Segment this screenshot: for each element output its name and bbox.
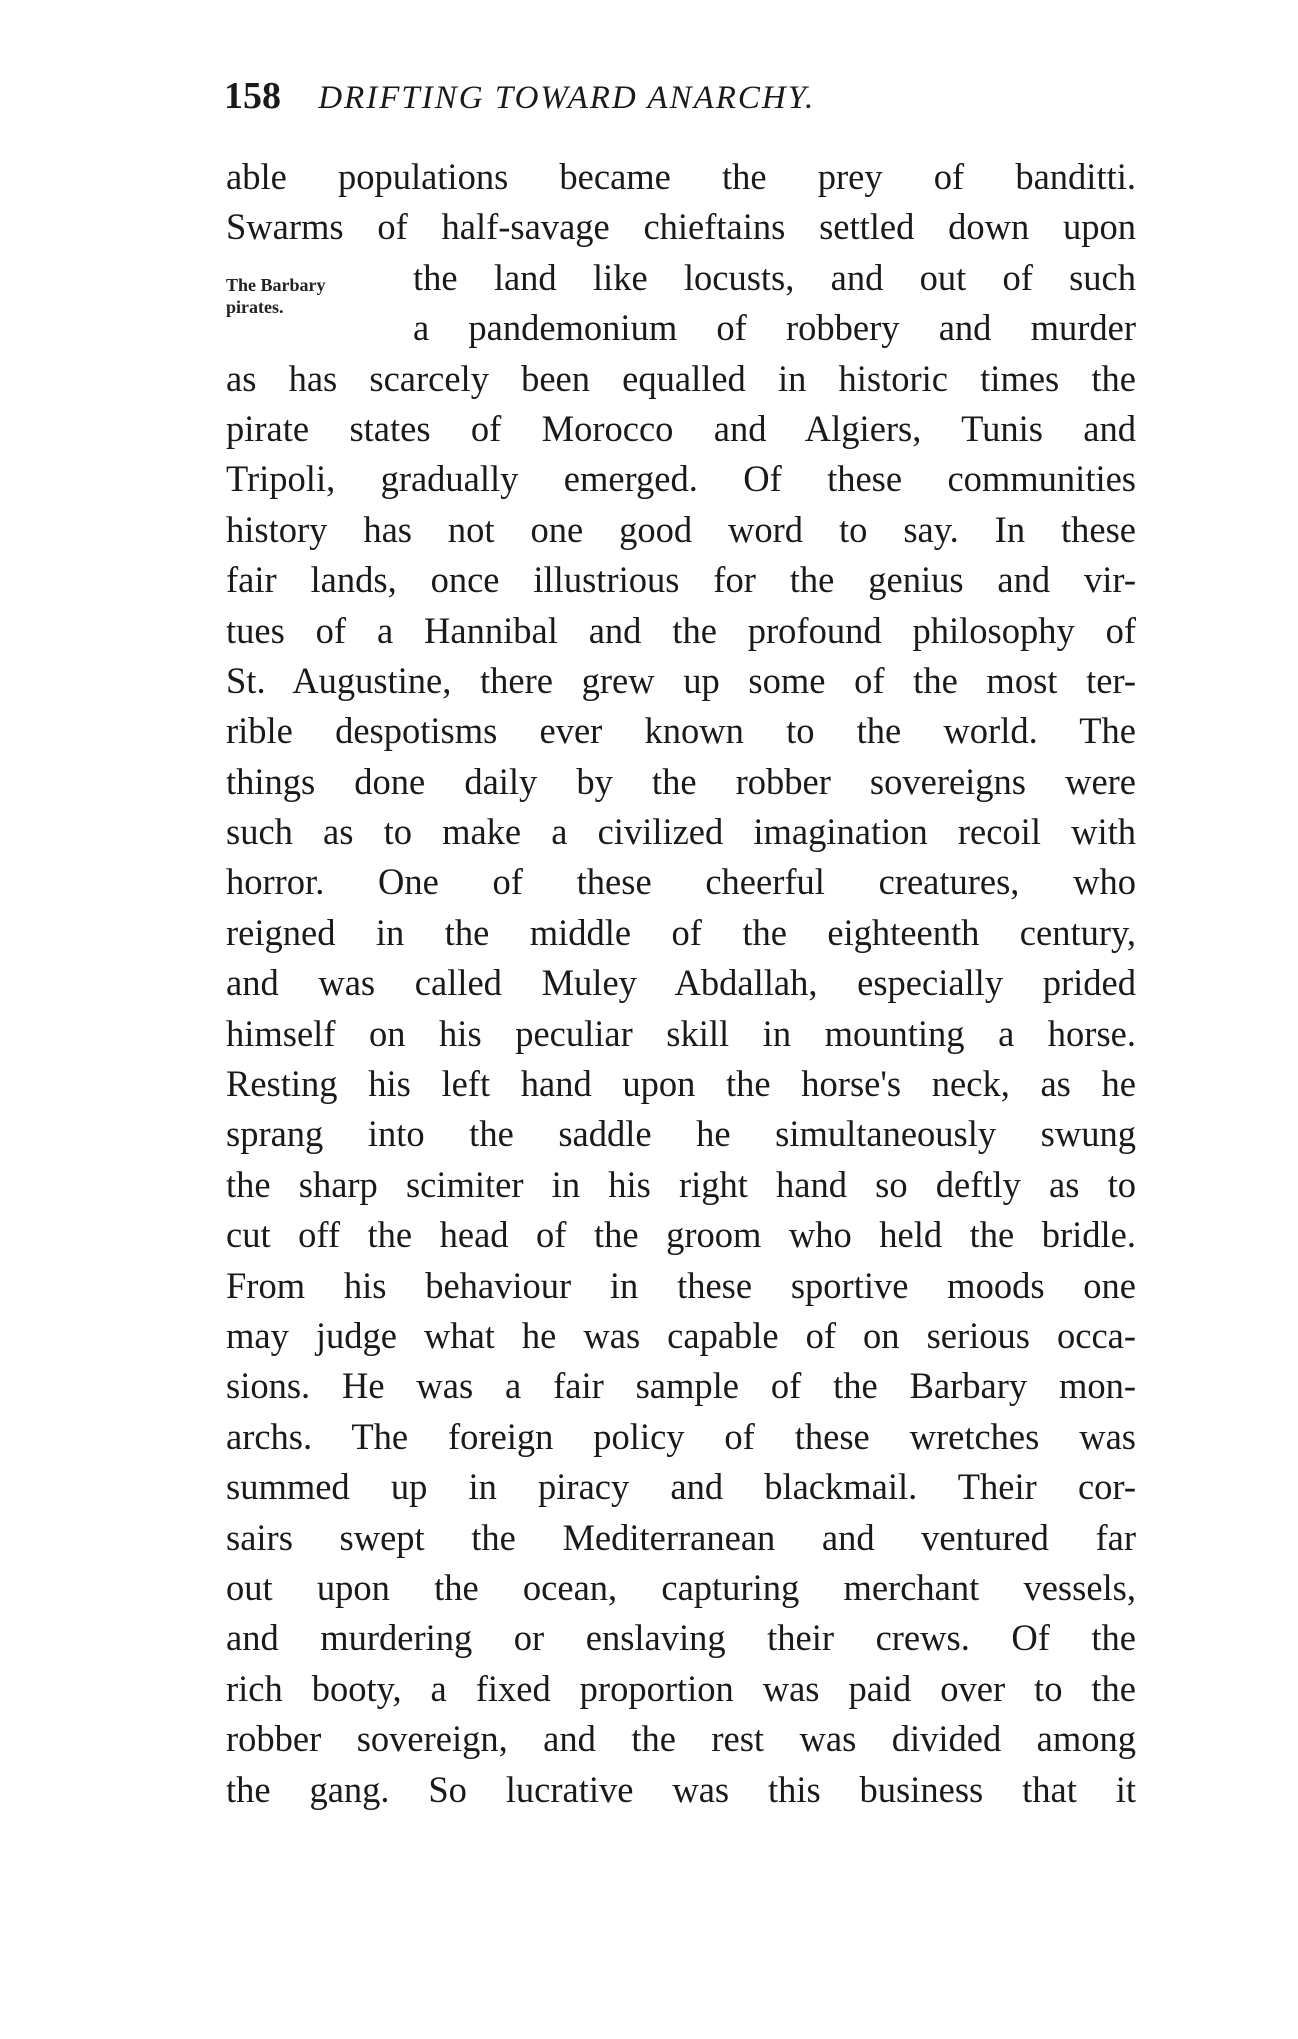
- text-line: Tripoli, gradually emerged. Of these communities: [226, 458, 1136, 500]
- text-line: reigned in the middle of the eighteenth century,: [226, 911, 1136, 953]
- text-line: tues of a Hannibal and the profound philosophy of: [226, 609, 1136, 651]
- text-line: himself on his peculiar skill in mounting a horse.: [226, 1012, 1136, 1054]
- text-line: summed up in piracy and blackmail. Their cor-: [226, 1466, 1136, 1508]
- text-line: a pandemonium of robbery and murder: [413, 307, 1136, 349]
- text-line: Swarms of half-savage chieftains settled down upon: [226, 206, 1136, 248]
- text-line: things done daily by the robber sovereigns were: [226, 760, 1136, 802]
- text-line: sairs swept the Mediterranean and ventured far: [226, 1516, 1136, 1558]
- page-number: 158: [224, 75, 281, 117]
- text-line: cut off the head of the groom who held the bridle.: [226, 1214, 1136, 1256]
- running-title: DRIFTING TOWARD ANARCHY.: [318, 80, 816, 116]
- margin-note-line: pirates.: [226, 297, 284, 317]
- text-line: able populations became the prey of banditti.: [226, 156, 1136, 197]
- text-line: may judge what he was capable of on serious occa-: [226, 1314, 1136, 1356]
- text-line: out upon the ocean, capturing merchant vessels,: [226, 1566, 1136, 1608]
- text-line: history has not one good word to say. In these: [226, 508, 1136, 550]
- text-line: as has scarcely been equalled in historic times the: [226, 357, 1136, 399]
- margin-note-line: The Barbary: [226, 275, 326, 295]
- text-line: and was called Muley Abdallah, especially prided: [226, 962, 1136, 1004]
- text-line: rich booty, a fixed proportion was paid over to the: [226, 1667, 1136, 1709]
- text-line: sions. He was a fair sample of the Barbary mon-: [226, 1365, 1136, 1407]
- text-line: such as to make a civilized imagination recoil with: [226, 811, 1136, 853]
- text-line: From his behaviour in these sportive moods one: [226, 1264, 1136, 1306]
- text-line: archs. The foreign policy of these wretches was: [226, 1415, 1136, 1457]
- text-line: rible despotisms ever known to the world. The: [226, 710, 1136, 752]
- text-line: Resting his left hand upon the horse's neck, as he: [226, 1063, 1136, 1105]
- text-line: sprang into the saddle he simultaneously swung: [226, 1113, 1136, 1155]
- text-line: and murdering or enslaving their crews. Of the: [226, 1617, 1136, 1659]
- text-line: the land like locusts, and out of such: [413, 256, 1136, 298]
- text-line: the sharp scimiter in his right hand so deftly as to: [226, 1163, 1136, 1205]
- text-line: the gang. So lucrative was this business that it: [226, 1768, 1136, 1810]
- text-line: horror. One of these cheerful creatures, who: [226, 861, 1136, 903]
- running-header: [224, 74, 1144, 118]
- text-line: St. Augustine, there grew up some of the most ter-: [226, 659, 1136, 701]
- text-line: robber sovereign, and the rest was divided among: [226, 1718, 1136, 1760]
- text-line: fair lands, once illustrious for the genius and vir-: [226, 559, 1136, 601]
- body-text: [226, 152, 1136, 1815]
- text-line: pirate states of Morocco and Algiers, Tunis and: [226, 407, 1136, 449]
